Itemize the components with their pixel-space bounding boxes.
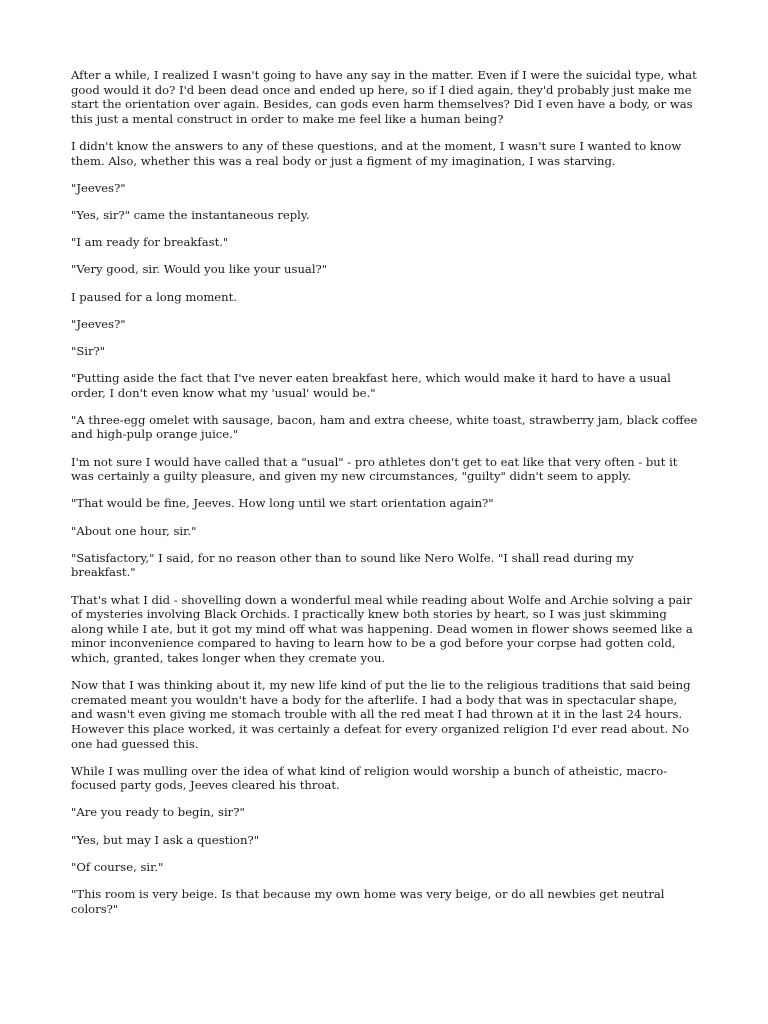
document-page <box>71 68 701 929</box>
paragraph: That's what I did - shovelling down a wonderful meal while reading about Wolfe and Archie solving a pair of mysteries involving Black Orchids. I practically knew both stories by heart, so I was just skimming along while I ate, but it got my mind off what was happening. Dead women in flower shows seemed like a minor inconvenience compared to having to learn how to be a god before your corpse had gotten cold, which, granted, takes longer when they cremate you. <box>71 592 693 665</box>
paragraph: "Of course, sir." <box>71 859 164 874</box>
paragraph: "I am ready for breakfast." <box>71 235 229 250</box>
paragraph: "Yes, sir?" came the instantaneous reply. <box>71 207 310 222</box>
paragraph: "A three-egg omelet with sausage, bacon, ham and extra cheese, white toast, strawberry jam, black coffee and high-pulp orange juice." <box>71 412 698 442</box>
paragraph: "This room is very beige. Is that because my own home was very beige, or do all newbies get neutral colors?" <box>71 887 665 916</box>
paragraph: After a while, I realized I wasn't going to have any say in the matter. Even if I were the suicidal type, what good would it do? I'd been dead once and ended up here, so if I died again, they'd probably just make me start the orientation over again. Besides, can gods even harm themselves? Did I even have a body, or was this just a mental construct in order to make me feel like a human being? <box>71 68 697 126</box>
paragraph: I paused for a long moment. <box>71 289 237 304</box>
paragraph: "Satisfactory," I said, for no reason other than to sound like Nero Wolfe. "I shall read during my breakfast." <box>71 550 634 580</box>
paragraph: "That would be fine, Jeeves. How long until we start orientation again?" <box>71 496 494 511</box>
paragraph: While I was mulling over the idea of what kind of religion would worship a bunch of atheistic, macro-focused party gods, Jeeves cleared his throat. <box>71 763 668 793</box>
paragraph: "Jeeves?" <box>71 316 126 331</box>
paragraph: Now that I was thinking about it, my new life kind of put the lie to the religious traditions that said being cremated meant you wouldn't have a body for the afterlife. I had a body that was in spectacular shape, and wasn't even giving me stomach trouble with all the red meat I had thrown at it in the last 24 hours. However this place worked, it was certainly a defeat for every organized religion I'd ever read about. No one had guessed this. <box>71 678 691 751</box>
paragraph: "Very good, sir. Would you like your usual?" <box>71 262 328 277</box>
paragraph: "About one hour, sir." <box>71 523 197 538</box>
paragraph: "Yes, but may I ask a question?" <box>71 832 260 847</box>
paragraph: I didn't know the answers to any of these questions, and at the moment, I wasn't sure I wanted to know them. Also, whether this was a real body or just a figment of my imagination, I was starving. <box>71 138 682 168</box>
paragraph: "Are you ready to begin, sir?" <box>71 805 245 820</box>
paragraph: I'm not sure I would have called that a "usual" - pro athletes don't get to eat like that very often - but it was certainly a guilty pleasure, and given my new circumstances, "guilty" didn't seem to apply. <box>71 454 678 484</box>
paragraph: "Jeeves?" <box>71 180 126 195</box>
paragraph: "Putting aside the fact that I've never eaten breakfast here, which would make it hard to have a usual order, I don't even know what my 'usual' would be." <box>71 371 671 400</box>
paragraph: "Sir?" <box>71 343 106 358</box>
